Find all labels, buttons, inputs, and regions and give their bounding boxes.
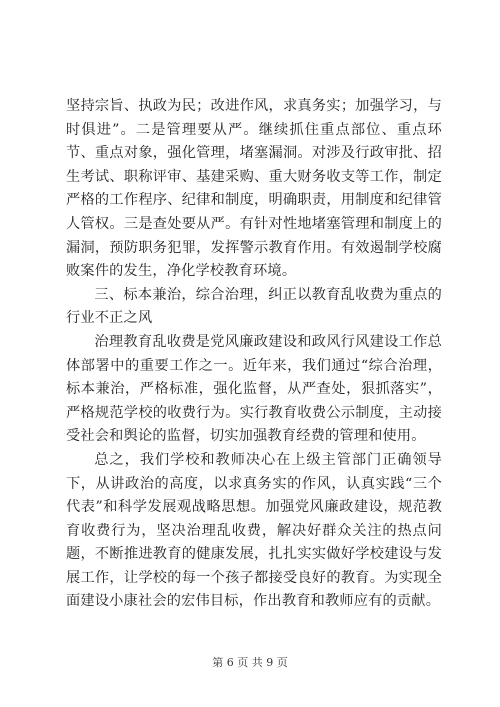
paragraph-discipline-strictness: 坚持宗旨、执政为民；改进作风，求真务实；加强学习，与时俱进”。二是管理要从严。继续抓住重点部位、重点环节、重点对象，强化管理，堵塞漏洞。对涉及行政审批、招生考试、职称评审、基建采购、重大财务收支等工作，制定严格的工作程序、纪律和制度，明确职责，用制度和纪律管人管权。三是查处要从严。有针对性地堵塞管理和制度上的漏洞，预防职务犯罪，发挥警示教育作用。有效遏制学校腐败案件的发生，净化学校教育环境。: [66, 98, 442, 280]
page-number-footer: 第 6 页 共 9 页: [212, 656, 288, 669]
document-body: [66, 95, 442, 614]
section-heading-three: 三、标本兼治，综合治理，纠正以教育乱收费为重点的行业不正之风: [66, 286, 442, 327]
paragraph-fee-governance: 治理教育乱收费是党风廉政建设和政风行风建设工作总体部署中的重要工作之一。近年来，我们通过“综合治理，标本兼治，严格标准，强化监督，从严查处，狠抓落实”，严格规范学校的收费行为。实行教育收费公示制度，主动接受社会和舆论的监督，切实加强教育经费的管理和使用。: [66, 333, 442, 445]
paragraph-conclusion: 总之，我们学校和教师决心在上级主管部门正确领导下，从讲政治的高度，以求真务实的作风，认真实践“三个代表”和科学发展观战略思想。加强党风廉政建设，规范教育收费行为，坚决治理乱收费，解决好群众关注的热点问题，不断推进教育的健康发展，扎扎实实做好学校建设与发展工作，让学校的每一个孩子都接受良好的教育。为实现全面建设小康社会的宏伟目标，作出教育和教师应有的贡献。: [66, 451, 442, 610]
